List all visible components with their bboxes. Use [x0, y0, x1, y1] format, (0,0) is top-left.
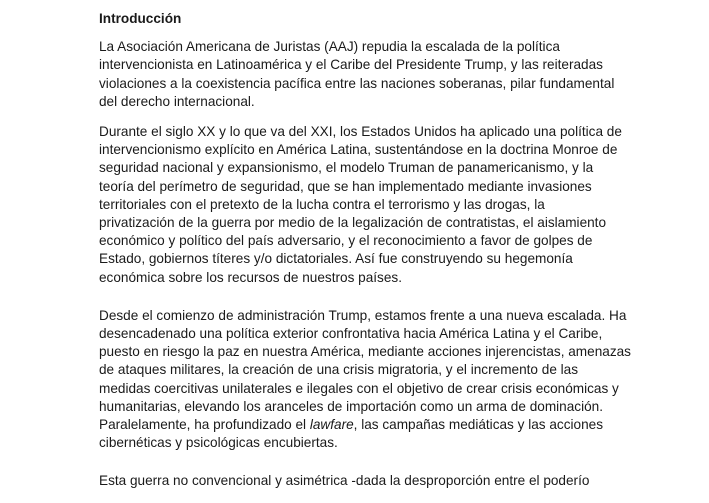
paragraph-4: [99, 472, 647, 490]
text-line: cibernéticas y psicológicas encubiertas.: [99, 435, 338, 451]
text-line: intervencionismo explícito en América Latina, sustentándose en la doctrina Monroe de: [99, 142, 618, 158]
text-line: privatización de la guerra por medio de la legalización de contratistas, el aislamiento: [99, 215, 607, 231]
text-line: teoría del perímetro de seguridad, que se han implementado mediante invasiones: [99, 178, 592, 194]
text-line: Desde el comienzo de administración Trump, estamos frente a una nueva escalada. Ha: [99, 307, 627, 323]
text-line: de ataques militares, la creación de una crisis migratoria, y el incremento de las: [99, 362, 579, 378]
text-line: humanitarias, elevando los aranceles de importación como un arma de dominación.: [99, 398, 604, 414]
text-line: Estado, gobiernos títeres y/o dictatoriales. Así fue construyendo su hegemonía: [99, 251, 573, 267]
text-line: económica sobre los recursos de nuestros países.: [99, 269, 402, 285]
text-line: puesto en riesgo la paz en nuestra América, mediante acciones injerencistas, amenazas: [99, 344, 631, 360]
text-line: Durante el siglo XX y lo que va del XXI, los Estados Unidos ha aplicado una política de: [99, 124, 622, 140]
text-line: seguridad nacional y expansionismo, el modelo Truman de panamericanismo, y la: [99, 160, 594, 176]
paragraph-1: [99, 38, 647, 111]
paragraph-2: [99, 123, 647, 287]
text-line: medidas coercitivas unilaterales e ilegales con el objetivo de crear crisis económicas y: [99, 380, 619, 396]
text-line: violaciones a la coexistencia pacífica entre las naciones soberanas, pilar fundamental: [99, 75, 615, 91]
italic-term: lawfare: [309, 417, 354, 433]
text-line: intervencionista en Latinoamérica y el Caribe del Presidente Trump, y las reiteradas: [99, 57, 603, 73]
text-line: del derecho internacional.: [99, 93, 255, 109]
paragraph-3: [99, 307, 647, 453]
text-line: económico y político del país adversario, y el reconocimiento a favor de golpes de: [99, 233, 593, 249]
section-heading: Introducción: [99, 11, 182, 26]
text-line: territoriales con el pretexto de la lucha contra el terrorismo y las drogas, la: [99, 196, 545, 212]
text-fragment: , las campañas mediáticas y las acciones: [353, 417, 604, 433]
document-body: [99, 10, 647, 503]
text-line: desencadenado una política exterior confrontativa hacia América Latina y el Caribe,: [99, 326, 603, 342]
text-line: La Asociación Americana de Juristas (AAJ) repudia la escalada de la política: [99, 39, 560, 55]
text-line-mixed: [99, 416, 647, 434]
text-fragment: Paralelamente, ha profundizado el: [99, 417, 310, 433]
text-line: Esta guerra no convencional y asimétrica -dada la desproporción entre el poderío: [99, 473, 590, 489]
